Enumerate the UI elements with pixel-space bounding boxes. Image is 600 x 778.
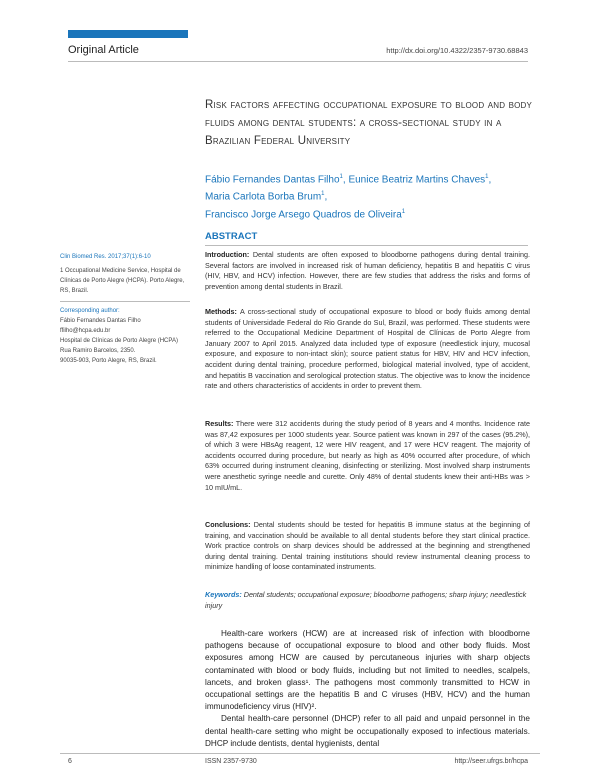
author-affiliation-mark: 1 <box>339 174 343 180</box>
methods-label: Methods: <box>205 307 237 316</box>
methods-text: A cross-sectional study of occupational exposure to blood or body fluids among dental students of Universidade Federal do Rio Grande do Sul, Brazil, was performed. These students were referred to the Occupational Medicine Department of Hospital de Clínicas de Porto Alegre from January 2007 to April 2015. Analyzed data included type of exposure (needlestick injury, mucosal exposure, and exposure to non-intact skin); source patient status for HBV, HIV and HCV infection, accident during dental training, procedure performed, biological material involved, type of accident, and hepatitis B vaccination and serological protection status. The objective was to know the incidence rate and others characteristics of accidents in order to prevent them. <box>205 307 530 391</box>
page-number: 6 <box>68 758 72 765</box>
sidebar <box>60 252 190 366</box>
author-separator: , <box>488 174 492 186</box>
doi-link[interactable]: http://dx.doi.org/10.4322/2357-9730.68843 <box>386 46 528 55</box>
corresponding-author-line: Rua Ramiro Barcelos, 2350. <box>60 348 136 354</box>
abstract-heading: ABSTRACT <box>205 231 258 242</box>
header-divider <box>68 61 528 62</box>
keywords <box>205 590 530 611</box>
corresponding-author-line: 90035-903, Porto Alegre, RS, Brazil. <box>60 358 157 364</box>
author-name: Francisco Jorge Arsego Quadros de Oliveira <box>205 208 402 220</box>
introduction-label: Introduction: <box>205 250 250 259</box>
author-name: Fábio Fernandes Dantas Filho <box>205 174 340 186</box>
body-paragraph: Dental health-care personnel (DHCP) refer to all paid and unpaid personnel in the dental health-care setting who might be occupationally exposed to infectious materials. DHCP include dentists, dental hygienists, dental <box>205 714 530 748</box>
header-accent-bar <box>68 30 188 38</box>
corresponding-author-email[interactable]: ffilho@hcpa.edu.br <box>60 328 111 334</box>
author-separator: , <box>324 191 328 203</box>
sidebar-divider <box>60 301 190 302</box>
author-list <box>205 170 540 222</box>
conclusions-label: Conclusions: <box>205 520 251 529</box>
body-text <box>205 628 530 750</box>
results-text: There were 312 accidents during the study period of 8 years and 4 months. Incidence rate was 87,42 exposures per 1000 students year. Source patient was known in 297 of the cases (95.2%), of which 3 were HBsAg reagent, 12 were HIV reagent, and 17 were HCV reagent. The majority of accidents occurred during procedure, but nearly as high as 40% occurred after procedure, of which 63% occurred during instrument cleaning, disinfecting or sterilizing. Most involved sharp instruments were anesthetic syringe needle and curette. Only 48% of dental students knew their anti-HBs was > 10 mIU/mL. <box>205 419 530 492</box>
author-affiliation-mark: 1 <box>321 191 325 198</box>
introduction-text: Dental students are often exposed to bloodborne pathogens during dental training. Several factors are involved in increased risk of human deficiency, hepatitis B and hepatitis C virus (HIV, HBV, and HCV) infection. However, there are few studies that address the risks and forms of prevention among dental students in Brazil. <box>205 250 530 291</box>
author-affiliation-mark: 1 <box>485 174 489 180</box>
conclusions-text: Dental students should be tested for hepatitis B immune status at the beginning of training, and vaccination should be available to all dental students before they start clinical practice. Work practice controls on sharp devices should be addressed at the beginning and strengthened during dental training. Dental training institutions should review instrumental cleaning process to minimize handling of loose contaminated instruments. <box>205 520 530 572</box>
author-name: Eunice Beatriz Martins Chaves <box>348 174 486 186</box>
keywords-label: Keywords: <box>205 590 242 599</box>
affiliation: 1 Occupational Medicine Service, Hospital de Clínicas de Porto Alegre (HCPA). Porto Alegre, RS, Brazil. <box>60 268 185 294</box>
author-name: Maria Carlota Borba Brum <box>205 191 322 203</box>
abstract-divider <box>205 245 528 246</box>
journal-url[interactable]: http://seer.ufrgs.br/hcpa <box>454 758 528 765</box>
abstract-methods <box>205 307 530 392</box>
author-separator: , <box>342 174 349 186</box>
author-affiliation-mark: 1 <box>401 208 406 215</box>
abstract-results <box>205 419 530 493</box>
footer-divider <box>60 753 540 754</box>
corresponding-author-line: Fábio Fernandes Dantas Filho <box>60 318 141 324</box>
body-paragraph: Health-care workers (HCW) are at increased risk of infection with bloodborne pathogens because of occupational exposure to blood and other body fluids. Most exposures among HCW are caused by percutaneous injuries with sharp objects contaminated with blood or body fluids, including but not limited to needles, scalpels, lancets, and broken glass¹. The pathogens most commonly transmitted to HCW in occupational settings are the hepatitis B and C viruses (HBV, HCV) and the human immunodeficiency virus (HIV)². <box>205 629 530 712</box>
abstract-introduction <box>205 250 530 292</box>
abstract-conclusions <box>205 520 530 573</box>
section-label: Original Article <box>68 44 139 56</box>
corresponding-author-heading: Corresponding author: <box>60 308 120 314</box>
corresponding-author-line: Hospital de Clínicas de Porto Alegre (HCPA) <box>60 338 178 344</box>
article-title: Risk factors affecting occupational exposure to blood and body fluids among dental students: a cross-sectional study in a Brazilian Federal University <box>205 99 533 147</box>
results-label: Results: <box>205 419 234 428</box>
issn: ISSN 2357-9730 <box>205 758 257 765</box>
citation: Clin Biomed Res. 2017;37(1):6-10 <box>60 254 151 260</box>
keywords-text: Dental students; occupational exposure; bloodborne pathogens; sharp injury; needlestick injury <box>205 590 527 610</box>
